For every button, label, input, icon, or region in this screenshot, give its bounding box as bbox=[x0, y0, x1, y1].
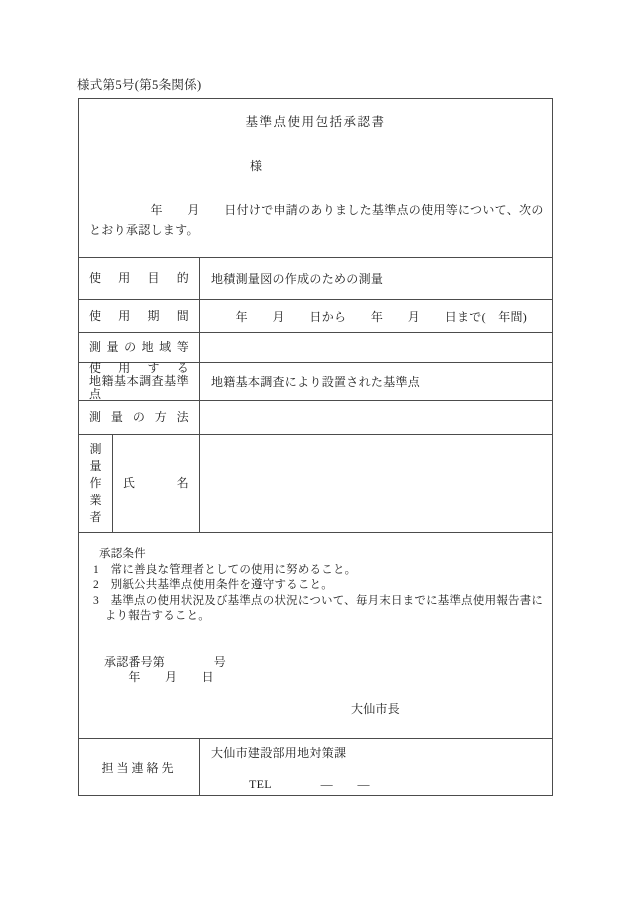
table-row-method bbox=[79, 400, 552, 434]
form-header-section bbox=[79, 99, 552, 257]
field-label-text: 使用期間 bbox=[89, 308, 189, 323]
approval-date-line: 年 月 日 bbox=[104, 670, 214, 684]
contact-tel-line: TEL ― ― bbox=[249, 777, 370, 791]
condition-item-1: 1 常に善良な管理者としての使用に努めること。 bbox=[93, 563, 357, 576]
field-label-text: 使用目的 bbox=[89, 271, 189, 285]
field-label-period bbox=[79, 300, 200, 332]
field-label-region bbox=[79, 333, 200, 362]
table-row-region bbox=[79, 332, 552, 362]
field-value-purpose: 地積測量図の作成のための測量 bbox=[211, 272, 384, 286]
condition-item-3: 3 基準点の使用状況及び基準点の状況について、毎月末日までに基準点使用報告書に bbox=[93, 594, 544, 607]
field-label-text: 測量の地域等 bbox=[89, 340, 189, 354]
field-value-worker-name bbox=[200, 435, 552, 532]
worker-name-label-cell bbox=[113, 435, 200, 532]
table-row-period bbox=[79, 299, 552, 332]
approval-number-block bbox=[79, 655, 552, 686]
signer-title: 大仙市長 bbox=[351, 701, 400, 716]
intro-paragraph bbox=[79, 200, 552, 240]
worker-name-label: 氏名 bbox=[123, 476, 189, 490]
table-row-control-points bbox=[79, 362, 552, 400]
field-label-control-points bbox=[79, 363, 200, 400]
conditions-section bbox=[79, 532, 552, 738]
condition-item-3-continued: より報告すること。 bbox=[93, 610, 210, 622]
form-border-box bbox=[78, 98, 553, 796]
table-row-purpose bbox=[79, 257, 552, 299]
approval-number-line: 承認番号第 号 bbox=[104, 654, 227, 669]
field-value-region bbox=[200, 333, 552, 362]
worker-vertical-label-cell bbox=[79, 435, 113, 532]
document-title: 基準点使用包括承認書 bbox=[245, 115, 386, 129]
contact-row bbox=[79, 738, 552, 795]
worker-vertical-label: 測量作業者 bbox=[89, 442, 102, 524]
intro-line-2: とおり承認します。 bbox=[89, 223, 199, 237]
field-label-text: 測量の方法 bbox=[89, 410, 189, 424]
field-value-method bbox=[200, 401, 552, 434]
conditions-heading: 承認条件 bbox=[99, 548, 146, 560]
form-number: 様式第5号(第5条関係) bbox=[77, 78, 202, 92]
addressee-line: 様 bbox=[250, 159, 263, 173]
contact-office: 大仙市建設部用地対策課 bbox=[211, 746, 347, 760]
contact-label: 担当連絡先 bbox=[79, 739, 200, 795]
field-label-purpose bbox=[79, 258, 200, 299]
field-value-period: 年 月 日から 年 月 日まで( 年間) bbox=[211, 309, 528, 324]
contact-value-cell bbox=[200, 739, 552, 795]
field-label-text-line2: 地籍基本調査基準点 bbox=[89, 374, 189, 401]
field-label-method bbox=[79, 401, 200, 434]
condition-item-2: 2 別紙公共基準点使用条件を遵守すること。 bbox=[93, 579, 333, 591]
intro-line-1: 年 月 日付けで申請のありました基準点の使用等について、次の bbox=[89, 203, 544, 217]
field-label-text-line1: 使用する bbox=[89, 361, 189, 375]
table-row-worker bbox=[79, 434, 552, 532]
field-value-control-points: 地籍基本調査により設置された基準点 bbox=[211, 375, 421, 389]
